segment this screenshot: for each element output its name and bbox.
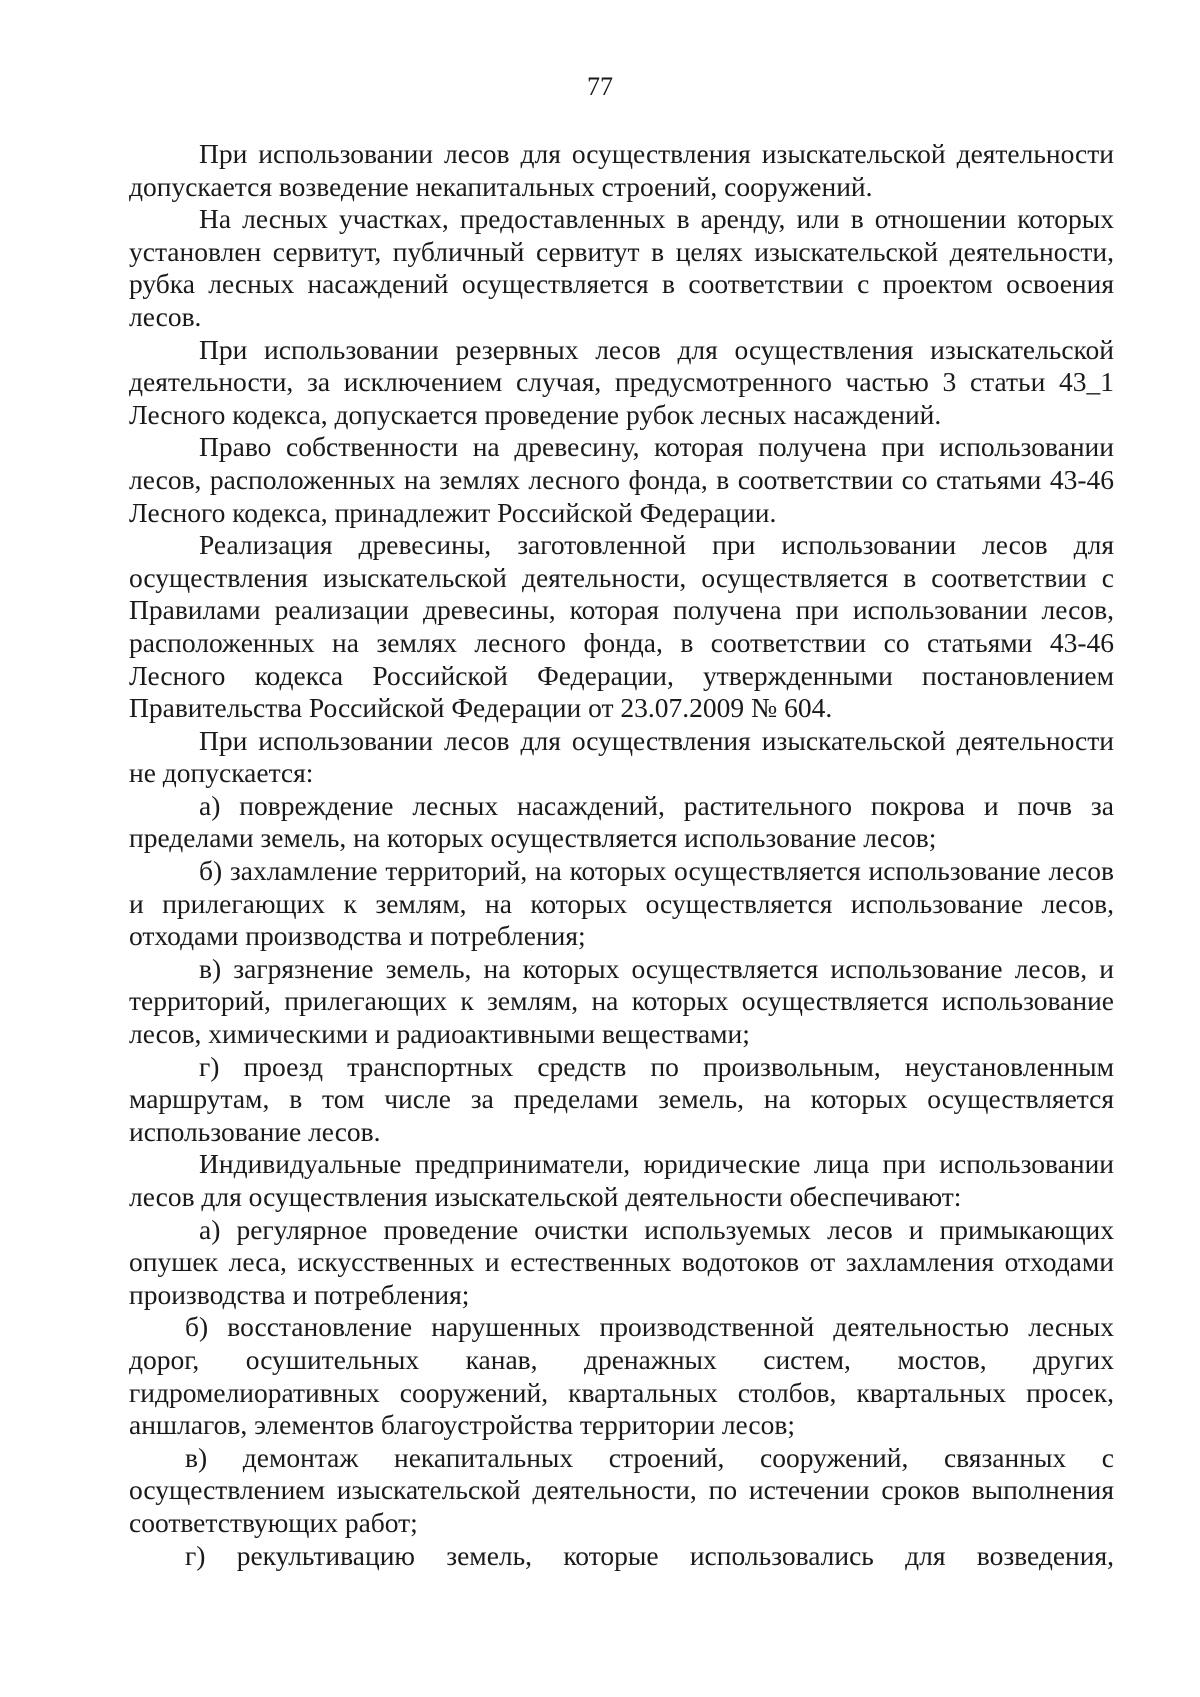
- list-item: а) регулярное проведение очистки используемых лесов и примыкающих опушек леса, искусственных и естественных водотоков от захламления отходами производства и потребления;: [129, 1213, 1114, 1310]
- paragraph: При использовании лесов для осуществления изыскательской деятельности допускается возведение некапитальных строений, сооружений.: [129, 138, 1114, 202]
- document-body: [129, 138, 1114, 1572]
- list-item: г) рекультивацию земель, которые использовались для возведения,: [185, 1539, 1114, 1571]
- paragraph: При использовании лесов для осуществления изыскательской деятельности не допускается:: [129, 724, 1114, 789]
- list-item: а) повреждение лесных насаждений, растительного покрова и почв за пределами земель, на которых осуществляется использование лесов;: [129, 789, 1114, 854]
- page-number: 77: [587, 72, 613, 101]
- paragraph: Право собственности на древесину, которая получена при использовании лесов, расположенных на землях лесного фонда, в соответствии со статьями 43-46 Лесного кодекса, принадлежит Российской Федерации.: [129, 431, 1114, 528]
- list-item: б) восстановление нарушенных производственной деятельностью лесных дорог, осушительных канав, дренажных систем, мостов, других гидромелиоративных сооружений, квартальных столбов, квартальных просек, аншлагов, элементов благоустройства территории лесов;: [129, 1311, 1114, 1441]
- paragraph: Индивидуальные предприниматели, юридические лица при использовании лесов для осуществления изыскательской деятельности обеспечивают:: [129, 1148, 1114, 1212]
- paragraph: Реализация древесины, заготовленной при использовании лесов для осуществления изыскательской деятельности, осуществляется в соответствии с Правилами реализации древесины, которая получена при использовании лесов, расположенных на землях лесного фонда, в соответствии со статьями 43-46 Лесного кодекса Российской Федерации, утвержденными постановлением Правительства Российской Федерации от 23.07.2009 № 604.: [129, 529, 1114, 724]
- list-item: в) демонтаж некапитальных строений, сооружений, связанных с осуществлением изыскательской деятельности, по истечении сроков выполнения соответствующих работ;: [129, 1441, 1114, 1538]
- list-item: б) захламление территорий, на которых осуществляется использование лесов и прилегающих к землям, на которых осуществляется использование лесов, отходами производства и потребления;: [129, 855, 1114, 952]
- list-item: г) проезд транспортных средств по произвольным, неустановленным маршрутам, в том числе за пределами земель, на которых осуществляется использование лесов.: [129, 1050, 1114, 1147]
- paragraph: При использовании резервных лесов для осуществления изыскательской деятельности, за исключением случая, предусмотренного частью 3 статьи 43_1 Лесного кодекса, допускается проведение рубок лесных насаждений.: [129, 333, 1114, 430]
- list-item: в) загрязнение земель, на которых осуществляется использование лесов, и территорий, прилегающих к землям, на которых осуществляется использование лесов, химическими и радиоактивными веществами;: [129, 952, 1114, 1050]
- paragraph: На лесных участках, предоставленных в аренду, или в отношении которых установлен сервитут, публичный сервитут в целях изыскательской деятельности, рубка лесных насаждений осуществляется в соответствии с проектом освоения лесов.: [129, 203, 1114, 332]
